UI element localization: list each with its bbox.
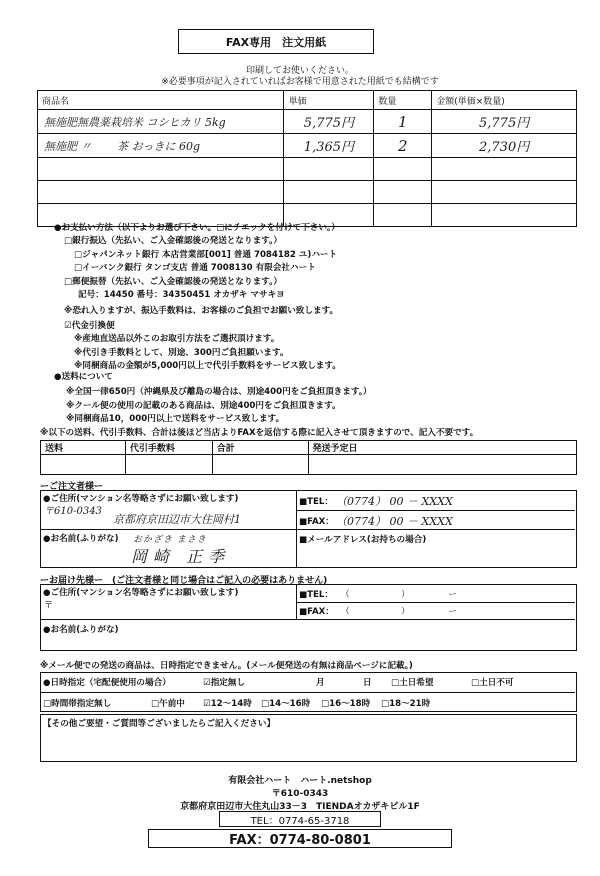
shipping-note-1: ※全国一律650円（沖縄県及び離島の場合は、別途400円をご負担頂きます。） <box>66 387 372 398</box>
unit-price-cell[interactable]: 5,775円 <box>284 110 374 134</box>
time-14-16-option[interactable]: □14～16時 <box>261 699 311 709</box>
delivery-section-title: ーお届け先様ー (ご注文者様と同じ場合はご記入の必要はありません) <box>40 576 328 586</box>
time-18-21-option[interactable]: □18～21時 <box>381 699 431 709</box>
shipping-section <box>54 371 372 426</box>
customer-address-label: ●ご住所(マンション名等略さずにお願い致します) <box>43 494 239 504</box>
form-title-box <box>178 29 374 54</box>
summary-table <box>40 440 577 475</box>
shipping-heading: ●送料について <box>54 372 113 382</box>
table-row <box>38 158 577 181</box>
comments-box[interactable] <box>40 714 577 762</box>
product-table <box>37 90 577 227</box>
customer-section-title: ーご注文者様ー <box>40 482 104 492</box>
summary-ship-date-cell <box>308 455 576 475</box>
no-time-slot-option[interactable]: □時間帯指定無し <box>43 699 112 709</box>
summary-header-cod-fee: 代引手数料 <box>125 441 212 455</box>
mail-delivery-note: ※メール便での発送の商品は、日時指定できません。(メール便発送の有無は商品ページに記載。) <box>40 661 413 671</box>
footer-postal: 〒610-0343 <box>271 789 329 799</box>
shipping-note-2: ※クール便の使用の記載のある商品は、別途400円をご負担頂きます。 <box>66 400 341 411</box>
product-name-cell[interactable]: 無施肥無農薬栽培米 コシヒカリ 5kg <box>38 110 284 134</box>
subtitle-1: 印刷してお使いください。 <box>245 66 354 76</box>
unit-price-cell[interactable] <box>284 158 374 181</box>
japannet-bank-option[interactable]: □ジャパンネット銀行 本店営業部[001] 普通 7084182 ユ)ハート <box>74 249 338 260</box>
amount-cell[interactable]: 2,730円 <box>432 134 577 158</box>
footer-fax: FAX：0774-80-0801 <box>229 833 371 848</box>
bank-transfer-option[interactable]: □銀行振込（先払い、ご入金確認後の発送となります。） <box>64 236 282 247</box>
weekend-preferred-option[interactable]: □土日希望 <box>391 678 434 688</box>
product-name-cell[interactable]: 無施肥 〃 茶 おっきに 60g <box>38 134 284 158</box>
delivery-address-label: ●ご住所(マンション名等略さずにお願い致します) <box>43 588 239 598</box>
transfer-fee-note: ※恐れ入りますが、振込手数料は、お客様のご負担でお願い致します。 <box>64 305 339 316</box>
payment-heading: ●お支払い方法（以下よりお選び下さい。□にチエックを付けて下さい。） <box>54 223 340 233</box>
customer-fax-value[interactable]: （0774） 00 － XXXX <box>336 515 453 528</box>
date-time-label: ●日時指定（宅配便使用の場合） <box>43 678 171 688</box>
header-product-name: 商品名 <box>38 91 284 110</box>
delivery-tel-label: ■TEL： <box>299 590 333 600</box>
delivery-tel-value[interactable]: （ ） ー <box>341 590 458 600</box>
summary-total-cell <box>212 455 308 475</box>
delivery-box <box>40 584 577 651</box>
cod-option[interactable]: ☑代金引換便 <box>64 321 115 332</box>
quantity-cell[interactable]: 1 <box>374 110 432 134</box>
footer-tel-box <box>219 811 381 827</box>
customer-tel-value[interactable]: （0774） 00 － XXXX <box>336 495 453 508</box>
summary-cod-fee-cell <box>125 455 212 475</box>
ebank-option[interactable]: □イーバンク銀行 タンゴ支店 普通 7008130 有限会社ハート <box>74 262 316 273</box>
comments-label: 【その他ご要望・ご質問等ございましたらご記入ください】 <box>43 719 276 729</box>
postal-account-info: 記号：14450 番号：34350451 オカザキ マサキヨ <box>78 290 285 301</box>
customer-fax-label: ■FAX： <box>299 517 334 527</box>
cod-note-2: ※代引き手数料として、別途、300円ご負担願います。 <box>74 347 289 358</box>
customer-name-label: ●お名前(ふりがな) <box>43 534 119 544</box>
cod-note-1: ※産地直送品以外このお取引方法をご選択頂けます。 <box>74 334 280 345</box>
date-time-box <box>40 672 577 712</box>
shipping-note-3: ※同梱商品10，000円以上で送料をサービス致します。 <box>66 413 285 424</box>
subtitle-2: ※必要事項が記入されていればお客様で用意された用紙でも結構です <box>161 77 439 87</box>
day-field-label: 日 <box>363 678 372 688</box>
customer-postal[interactable]: 〒610-0343 <box>44 506 102 517</box>
customer-furigana[interactable]: おかざき まさき <box>133 535 207 545</box>
amount-cell[interactable]: 5,775円 <box>432 110 577 134</box>
notice-text: ※以下の送料、代引手数料、合計は後ほど当店よりFAXを返信する際に記入させて頂きますので、記入不要です。 <box>40 428 479 438</box>
payment-section <box>54 222 341 373</box>
summary-shipping-cell <box>41 455 126 475</box>
cod-note-3: ※同梱商品の金額が5,000円以上で代引手数料をサービス致します。 <box>74 360 341 371</box>
customer-tel-label: ■TEL： <box>299 497 333 507</box>
customer-name[interactable]: 岡崎 正季 <box>131 547 231 566</box>
footer-address: 京都府京田辺市大住丸山33－3 TIENDAオカザキビル1F <box>180 802 420 812</box>
summary-header-ship-date: 発送予定日 <box>308 441 576 455</box>
header-quantity: 数量 <box>374 91 432 110</box>
customer-email-label: ■メールアドレス(お持ちの場合) <box>299 535 427 545</box>
no-date-specified-option[interactable]: ☑指定無し <box>203 678 246 688</box>
quantity-cell[interactable] <box>374 158 432 181</box>
unit-price-cell[interactable]: 1,365円 <box>284 134 374 158</box>
summary-header-total: 合計 <box>212 441 308 455</box>
delivery-postal-prefix[interactable]: 〒 <box>44 601 54 611</box>
time-16-18-option[interactable]: □16～18時 <box>321 699 371 709</box>
footer-fax-box <box>148 829 452 848</box>
delivery-name-label: ●お名前(ふりがな) <box>43 625 119 635</box>
product-name-cell[interactable] <box>38 158 284 181</box>
footer-company: 有限会社ハート ハート.netshop <box>228 776 372 786</box>
morning-option[interactable]: □午前中 <box>151 699 185 709</box>
amount-cell[interactable] <box>432 158 577 181</box>
amount-cell[interactable] <box>432 204 577 227</box>
month-field-label: 月 <box>316 678 325 688</box>
weekend-not-possible-option[interactable]: □土日不可 <box>471 678 514 688</box>
delivery-fax-value[interactable]: （ ） ー <box>341 607 458 617</box>
table-row <box>38 134 577 158</box>
postal-transfer-option[interactable]: □郵便振替（先払い、ご入金確認後の発送となります。） <box>64 277 282 288</box>
header-unit-price: 単価 <box>284 91 374 110</box>
table-row <box>38 181 577 204</box>
footer-tel: TEL：0774-65-3718 <box>250 815 350 827</box>
time-12-14-option[interactable]: ☑12～14時 <box>203 699 252 709</box>
customer-box <box>40 490 577 568</box>
delivery-fax-label: ■FAX： <box>299 607 334 617</box>
amount-cell[interactable] <box>432 181 577 204</box>
summary-header-shipping: 送料 <box>41 441 126 455</box>
customer-address[interactable]: 京都府京田辺市大住岡村1 <box>113 513 241 526</box>
header-amount: 金額(単価×数量) <box>432 91 577 110</box>
unit-price-cell[interactable] <box>284 181 374 204</box>
table-row <box>38 110 577 134</box>
quantity-cell[interactable] <box>374 204 432 227</box>
form-title: FAX専用 注文用紙 <box>225 35 327 49</box>
quantity-cell[interactable]: 2 <box>374 134 432 158</box>
product-name-cell[interactable] <box>38 181 284 204</box>
quantity-cell[interactable] <box>374 181 432 204</box>
